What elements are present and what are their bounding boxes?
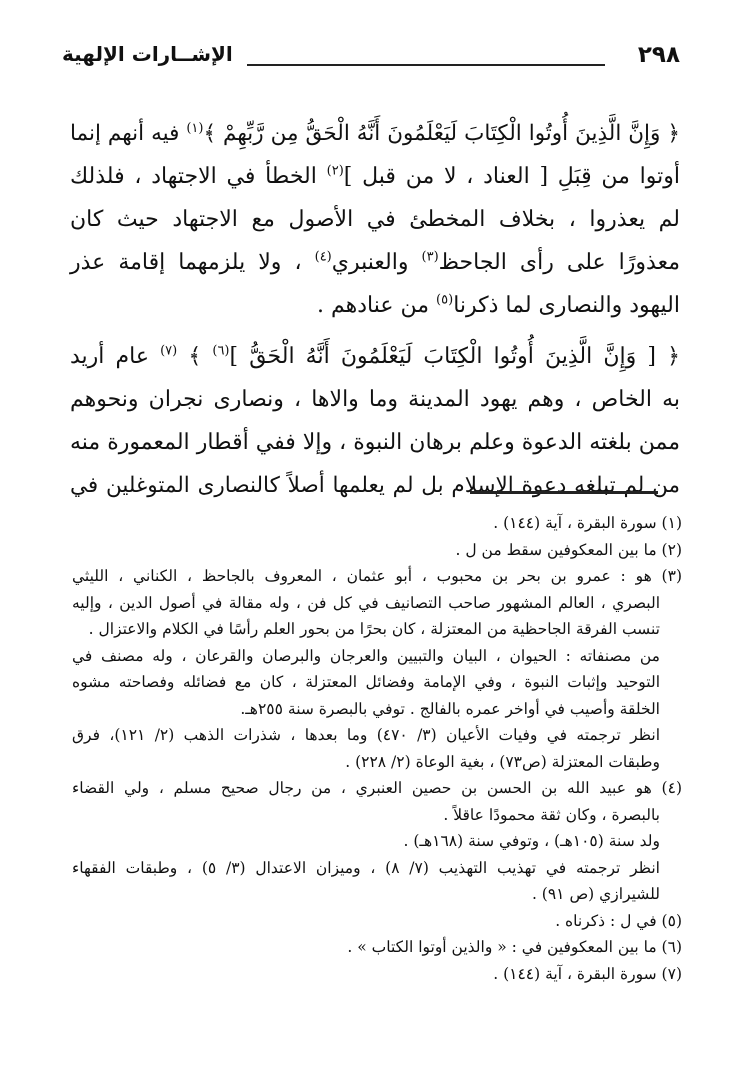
body-line-text: والعنبري [331,250,422,275]
footnote-line: وطبقات المعتزلة (ص٧٣) ، بغية الوعاة (٢/ ٢٢٨) . [345,752,660,771]
footnote-line: (٢) ما بين المعكوفين سقط من ل . [455,540,682,559]
body-line [70,464,680,507]
footnote-line: انظر ترجمته في تهذيب التهذيب (٧/ ٨) ، وميزان الاعتدال (٣/ ٥) ، وطبقات الفقهاء [72,858,660,877]
footnote-line: (٤) هو عبيد الله بن الحسن بن حصين العنبري ، من رجال صحيح مسلم ، ولي القضاء [72,779,682,797]
footnote-ref: (١) [186,120,204,136]
body-line-text: فيه أنهم إنما [70,121,187,146]
footnote-line: (١) سورة البقرة ، آية (١٤٤) . [493,514,682,532]
body-line-text: ﴿ [ وَإِنَّ الَّذِينَ أُوتُوا الْكِتَابَ لَيَعْلَمُونَ أَنَّهُ الْحَقُّ ] [229,344,680,369]
body-line [70,198,680,241]
footnote-line: التوحيد وإثبات النبوة ، وفي الإمامة وفضائل المعتزلة ، كان مع فضائله وفصاحته مشوه [72,673,660,691]
body-line [70,155,680,198]
footnote-ref: (٣) [421,249,439,265]
footnote-line: للشيرازي (ص ٩١) . [531,885,660,903]
footnotes [72,510,682,987]
body-line-text: ﴾ [177,344,213,369]
footnote-line: (٦) ما بين المعكوفين في : « والذين أوتوا الكتاب » . [347,938,682,956]
page-number: ٢٩٨ [637,42,680,68]
footnote-line: (٣) هو : عمرو بن بحر بن محبوب ، أبو عثمان ، المعروف بالجاحظ ، الكناني ، الليثي [72,567,682,585]
body-line-text: به الخاص ، وهم يهود المدينة وما والاها ، ونصارى نجران ونحوهم [70,387,680,412]
footnote-ref: (٤) [314,249,332,265]
footnote-line: بالبصرة ، وكان ثقة محمودًا عاقلاً . [443,805,660,824]
main-text [70,112,680,507]
header-rule [247,64,605,66]
body-line-text: لم يعذروا ، بخلاف المخطئ في الأصول مع الاجتهاد حيث كان [70,207,680,232]
body-line-text: عام أريد [70,344,161,369]
paragraph-gap [70,327,680,335]
footnote-line: تنسب الفرقة الجاحظية من المعتزلة ، كان بحرًا من بحور العلم رأسًا في الكلام والاعتزال . [88,620,660,638]
body-line-text: من لم تبلغه دعوة الإسلام بل لم يعلمها أصلاً كالنصارى المتوغلين في [70,473,680,498]
footnote-line: (٧) سورة البقرة ، آية (١٤٤) . [493,964,682,983]
body-line [70,284,680,327]
body-line [70,112,680,155]
footnote-line: انظر ترجمته في وفيات الأعيان (٣/ ٤٧٠) وما بعدها ، شذرات الذهب (٢/ ١٢١)، فرق [72,726,661,744]
footnote-line: ولد سنة (١٠٥هـ) ، وتوفي سنة (١٦٨هـ) . [403,832,660,850]
body-line-text: أوتوا من قِبَلِ [ العناد ، لا من قبل ] [343,164,680,189]
body-line [70,335,680,378]
footnote-line: (٥) في ل : ذكرناه . [555,911,682,930]
footnote-ref: (٥) [436,292,454,308]
body-line-text: ﴿ وَإِنَّ الَّذِينَ أُوتُوا الْكِتَابَ لَيَعْلَمُونَ أَنَّهُ الْحَقُّ مِن رَّبِّهِمْ ﴾ [203,121,680,146]
body-line [70,421,680,464]
body-line-text: معذورًا على رأى الجاحظ [438,250,680,275]
footnote-line: الخلقة وأصيب في أواخر عمره بالفالج . توفي بالبصرة سنة ٢٥٥هـ. [240,699,660,718]
body-line-text: من عنادهم . [317,293,437,318]
footnote-line: البصري ، العالم المشهور صاحب التصانيف في كل فن ، وله مقالة في أصول الدين ، وإليه [72,593,660,612]
page-header [62,40,680,80]
running-title: الإشــارات الإلهية [62,42,233,66]
body-line [70,241,680,284]
footnote-ref: (٢) [326,163,344,179]
footnote-separator [470,491,658,494]
body-line [70,378,680,421]
body-line-text: ، ولا يلزمهما إقامة عذر [70,250,315,275]
body-line-text: الخطأ في الاجتهاد ، فلذلك [70,164,327,189]
footnote-ref: (٦) [212,343,230,359]
footnote-ref: (٧) [160,343,178,359]
footnote-line: من مصنفاته : الحيوان ، البيان والتبيين والعرجان والبرصان والقرعان ، وله مصنف في [72,646,660,665]
body-line-text: ممن بلغته الدعوة وعلم برهان النبوة ، وإلا ففي أقطار المعمورة منه [70,430,680,455]
body-line-text: اليهود والنصارى لما ذكرنا [453,293,680,318]
